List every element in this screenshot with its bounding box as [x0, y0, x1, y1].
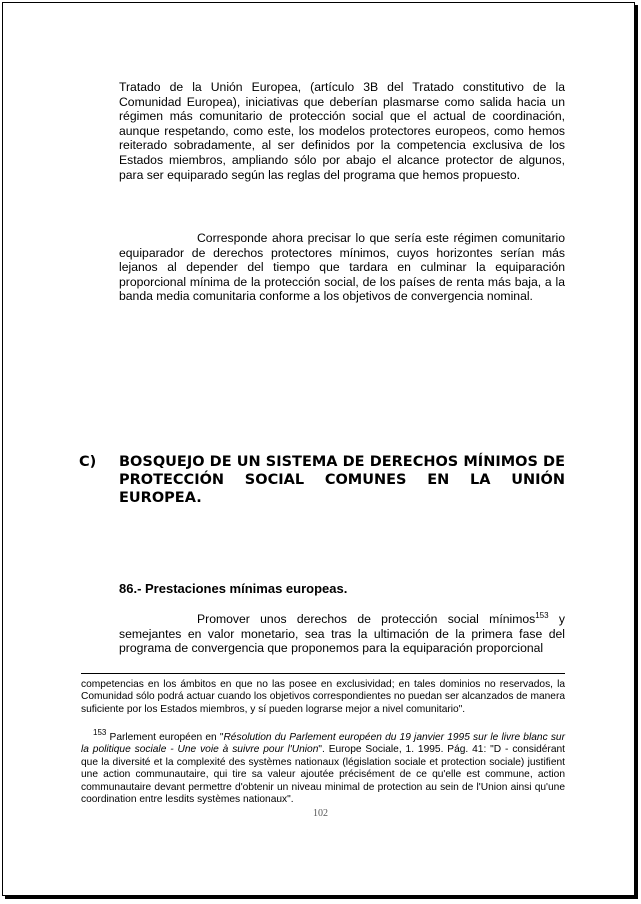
- footnote-153: [81, 728, 565, 806]
- subsection-title: 86.- Prestaciones mínimas europeas.: [119, 581, 348, 596]
- body-paragraph-2: Corresponde ahora precisar lo que sería este régimen comunitario equiparador de derechos protectores mínimos, cuyos horizontes serían más lejanos al depender del tiempo que tardara en culminar la equiparación proporcional mínima de la protección social, de los países de renta más baja, a la banda media comunitaria conforme a los objetivos de convergencia nominal.: [119, 231, 565, 304]
- section-title: BOSQUEJO DE UN SISTEMA DE DERECHOS MÍNIMOS DE PROTECCIÓN SOCIAL COMUNES EN LA UNIÓN EUROPEA.: [119, 454, 565, 506]
- footnote-separator: [81, 673, 565, 674]
- footnote-lead: Parlement européen en ": [106, 732, 224, 743]
- document-page: [2, 2, 635, 896]
- footnote-ref-153[interactable]: 153: [535, 611, 549, 620]
- paragraph-3-text: Promover unos derechos de protección social mínimos: [197, 612, 536, 626]
- footnote-continued: competencias en los ámbitos en que no las posee en exclusividad; en tales dominios no reservados, la Comunidad sólo podrá actuar cuando los objetivos correspondientes no puedan ser alcanzados de manera suficiente por los Estados miembros, y sí pueden lograrse mejor a nivel comunitario".: [81, 679, 565, 715]
- body-paragraph-3: [119, 612, 565, 656]
- page-number: 102: [313, 808, 328, 819]
- section-heading: [79, 453, 565, 507]
- footnote-body: ". Europe Sociale, 1. 1995. Pág. 41: "D - considérant que la diversité et la complexité des systèmes nationaux (législation sociale et protection sociale) justifient une action communautaire, qui tire sa valeur ajoutée précisément de ce qu'elle est commune, action communautaire devant permettre d'obtenir un niveau minimal de protection au sein de l'Union ainsi qu'une coordination entre lesdits systèmes nationaux".: [81, 744, 565, 806]
- footnote-number: 153: [93, 728, 107, 737]
- section-letter: C): [79, 454, 97, 470]
- body-paragraph-1: Tratado de la Unión Europea, (artículo 3B del Tratado constitutivo de la Comunidad Europea), iniciativas que deberían plasmarse como salida hacia un régimen más comunitario de protección social que el actual de coordinación, aunque respetando, como este, los modelos protectores europeos, como hemos reiterado sobradamente, al ser definidos por la competencia exclusiva de los Estados miembros, ampliando sólo por abajo el alcance protector de algunos, para ser equiparado según las reglas del programa que hemos propuesto.: [119, 80, 565, 182]
- footnote-citation-title: Résolution du Parlement européen du 19 janvier 1995 sur le livre blanc sur la politique sociale - Une voie à suivre pour l'Union: [81, 732, 565, 756]
- paragraph-3-continuation: y semejantes en valor monetario, sea tras la ultimación de la primera fase del programa de convergencia que proponemos para la equiparación proporcional: [119, 612, 565, 656]
